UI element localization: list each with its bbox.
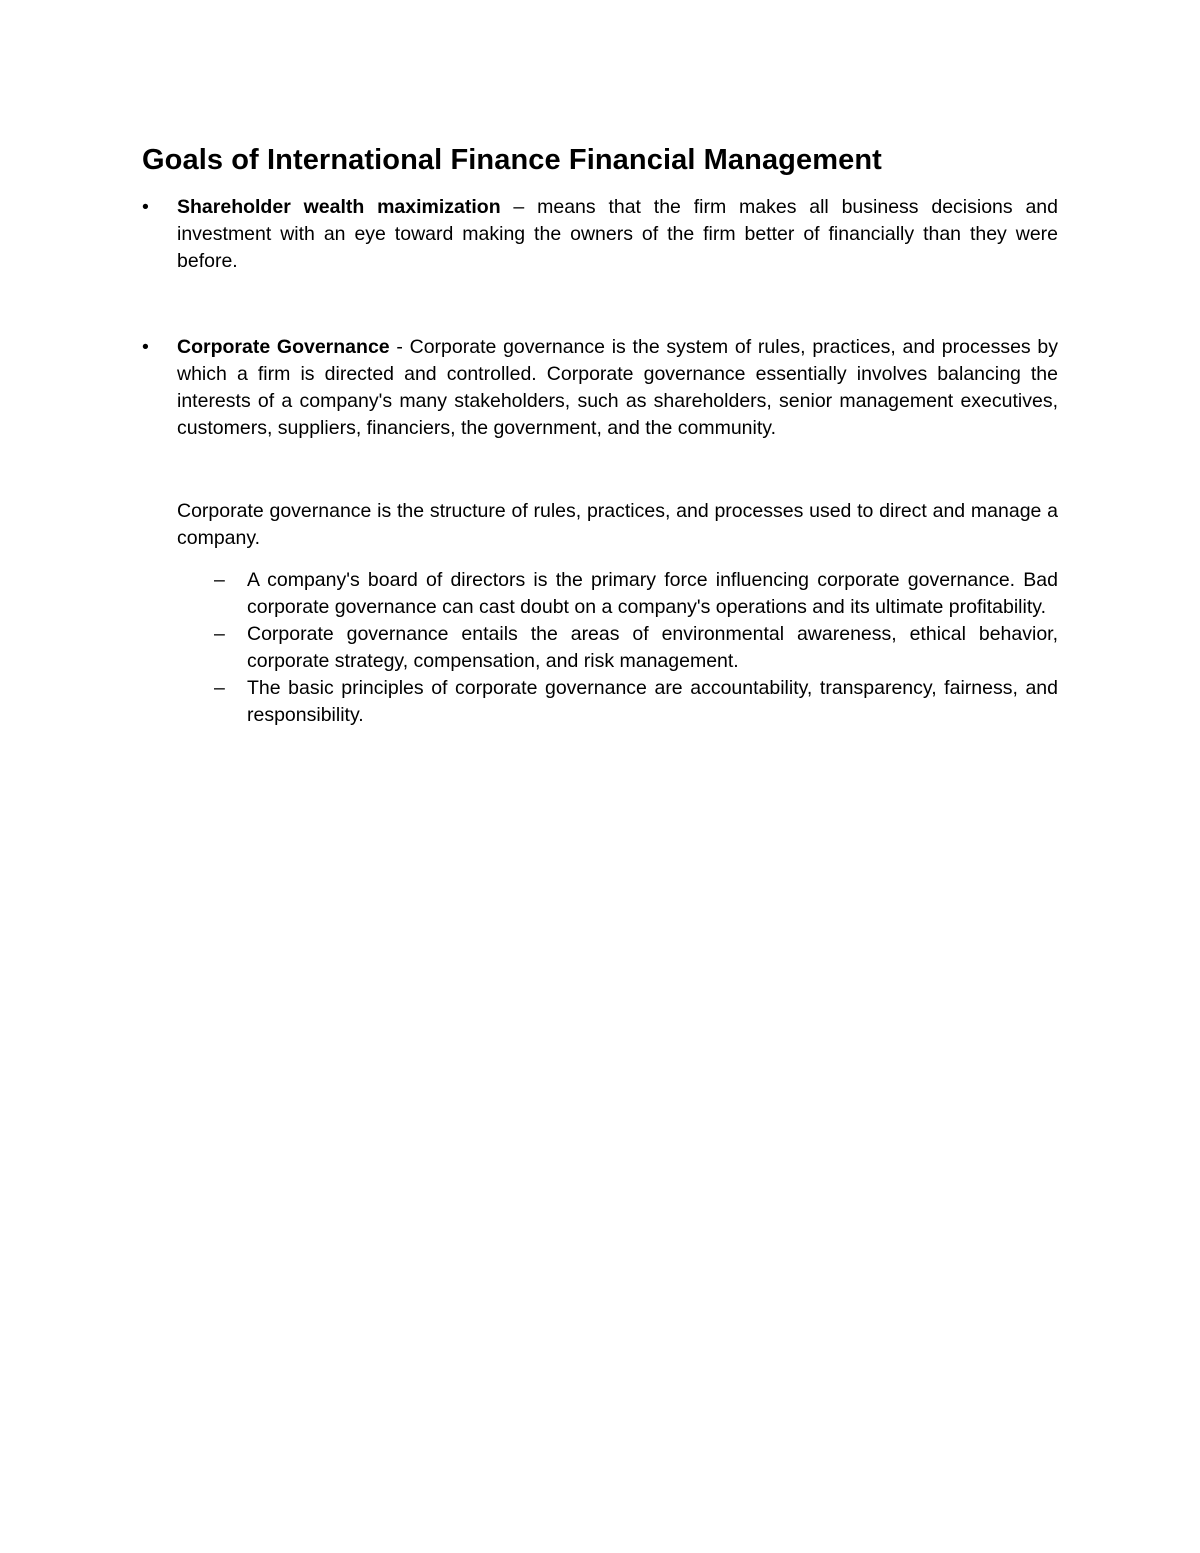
dash-list — [142, 567, 1058, 729]
bullet-item-shareholder-wealth — [142, 194, 1058, 275]
dash-item-text: Corporate governance entails the areas of environmental awareness, ethical behavior, corporate strategy, compensation, and risk management. — [247, 623, 1058, 672]
bullet-icon: • — [142, 336, 149, 358]
dash-icon: – — [214, 623, 225, 645]
bullet-term: Corporate Governance — [177, 336, 390, 358]
bullet-text: Corporate governance is the system of rules, practices, and processes by which a firm is directed and controlled. Corporate governance essentially involves balancing the interests of a company's many stakeholders, such as shareholders, senior management executives, customers, suppliers, financiers, the government, and the community. — [177, 336, 1058, 439]
dash-item-text: A company's board of directors is the primary force influencing corporate governance. Bad corporate governance can cast doubt on a company's operations and its ultimate profitability. — [247, 569, 1058, 618]
document-title: Goals of International Finance Financial Management — [142, 144, 882, 176]
dash-icon: – — [214, 569, 225, 591]
document-content — [142, 140, 1058, 729]
governance-paragraph: Corporate governance is the structure of rules, practices, and processes used to direct and manage a company. — [177, 500, 1058, 549]
bullet-separator: – — [500, 196, 538, 218]
bullet-separator: - — [389, 336, 410, 358]
dash-item — [214, 567, 1058, 621]
bullet-term: Shareholder wealth maximization — [177, 196, 501, 218]
dash-item — [214, 621, 1058, 675]
dash-item-text: The basic principles of corporate governance are accountability, transparency, fairness, and responsibility. — [247, 677, 1058, 726]
dash-icon: – — [214, 677, 225, 699]
dash-item — [214, 675, 1058, 729]
bullet-text: means that the firm makes all business decisions and investment with an eye toward making the owners of the firm better of financially than they were before. — [177, 196, 1058, 272]
bullet-icon: • — [142, 196, 149, 218]
bullet-item-corporate-governance — [142, 334, 1058, 442]
